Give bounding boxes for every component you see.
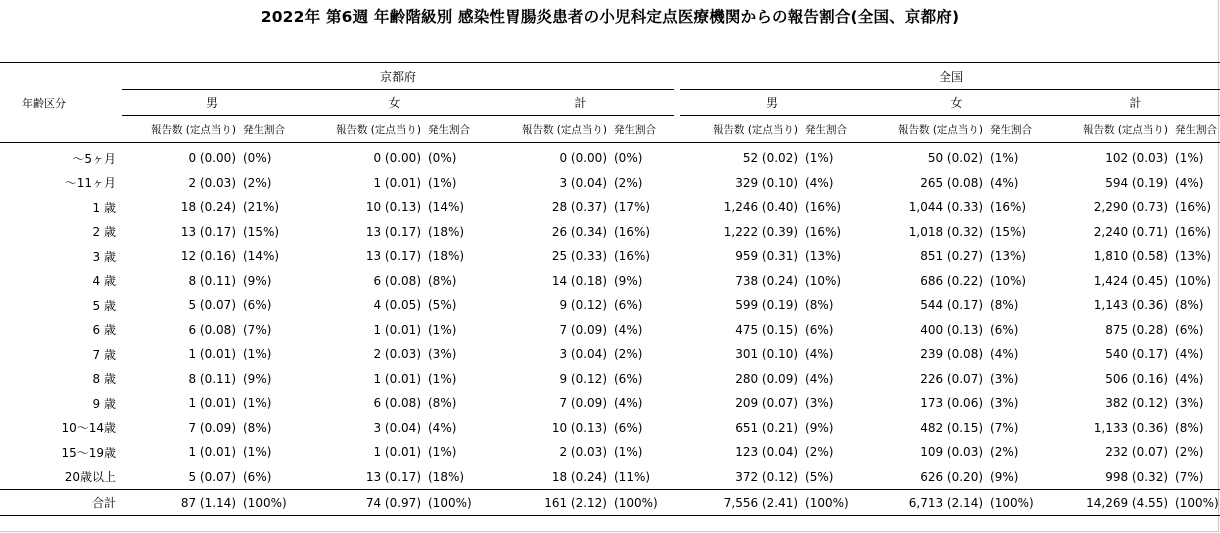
count-cell-national-total: 14,269 (4.55) <box>1049 490 1172 516</box>
count-cell-kyoto-male: 0 (0.00) <box>188 151 236 166</box>
count-header-national-male: 報告数 (定点当り) <box>680 116 802 143</box>
age-cell: 15～19歳 <box>61 445 116 460</box>
ratio-cell-kyoto-male: (100%) <box>240 490 302 516</box>
count-cell-kyoto-male: 12 (0.16) <box>180 249 236 264</box>
ratio-cell-national-total: (6%) <box>1175 322 1204 337</box>
ratio-header-kyoto-total: 発生割合 <box>611 116 674 143</box>
ratio-cell-national-total: (10%) <box>1175 273 1212 288</box>
count-cell-kyoto-total: 10 (0.13) <box>551 420 607 435</box>
count-cell-kyoto-male: 5 (0.07) <box>188 469 236 484</box>
ratio-cell-national-total: (13%) <box>1175 249 1212 264</box>
count-cell-kyoto-female: 10 (0.13) <box>365 200 421 215</box>
ratio-cell-national-male: (6%) <box>805 322 834 337</box>
count-cell-kyoto-female: 6 (0.08) <box>373 396 421 411</box>
ratio-cell-kyoto-female: (1%) <box>428 445 457 460</box>
count-cell-kyoto-female: 1 (0.01) <box>373 322 421 337</box>
ratio-cell-national-male: (5%) <box>805 469 834 484</box>
count-cell-kyoto-total: 161 (2.12) <box>487 490 611 516</box>
sex-header-kyoto-female: 女 <box>302 90 487 116</box>
age-column-header: 年齢区分 <box>0 63 122 143</box>
count-cell-national-total: 1,133 (0.36) <box>1093 420 1169 435</box>
age-cell: 5 歳 <box>92 298 116 313</box>
table-row <box>0 342 1220 367</box>
ratio-header-kyoto-female: 発生割合 <box>425 116 487 143</box>
count-cell-national-female: 173 (0.06) <box>920 396 984 411</box>
count-cell-national-total: 232 (0.07) <box>1105 445 1169 460</box>
count-cell-kyoto-female: 74 (0.97) <box>302 490 425 516</box>
ratio-cell-national-female: (3%) <box>990 371 1019 386</box>
ratio-cell-kyoto-total: (16%) <box>614 224 651 239</box>
count-cell-kyoto-male: 5 (0.07) <box>188 298 236 313</box>
ratio-cell-kyoto-total: (6%) <box>614 371 643 386</box>
count-cell-kyoto-male: 1 (0.01) <box>188 396 236 411</box>
count-cell-kyoto-female: 6 (0.08) <box>373 273 421 288</box>
region-header-kyoto: 京都府 <box>122 63 674 90</box>
count-cell-kyoto-female: 3 (0.04) <box>373 420 421 435</box>
sex-header-kyoto-male: 男 <box>122 90 302 116</box>
ratio-cell-national-total: (100%) <box>1172 490 1220 516</box>
ratio-cell-kyoto-male: (1%) <box>243 347 272 362</box>
count-cell-national-total: 594 (0.19) <box>1105 175 1169 190</box>
ratio-cell-kyoto-total: (6%) <box>614 298 643 313</box>
ratio-cell-national-female: (8%) <box>990 298 1019 313</box>
table-row <box>0 293 1220 318</box>
age-cell: 6 歳 <box>92 323 116 338</box>
ratio-cell-kyoto-female: (1%) <box>428 175 457 190</box>
ratio-cell-national-male: (10%) <box>805 273 842 288</box>
ratio-cell-kyoto-female: (100%) <box>425 490 487 516</box>
ratio-cell-national-total: (3%) <box>1175 396 1204 411</box>
sex-header-national-male: 男 <box>680 90 864 116</box>
count-cell-national-female: 265 (0.08) <box>920 175 984 190</box>
count-cell-national-female: 626 (0.20) <box>920 469 984 484</box>
ratio-cell-kyoto-total: (100%) <box>611 490 674 516</box>
sex-header-national-total: 計 <box>1049 90 1220 116</box>
count-cell-national-female: 6,713 (2.14) <box>864 490 987 516</box>
table-row <box>0 440 1220 465</box>
count-cell-kyoto-total: 9 (0.12) <box>559 298 607 313</box>
ratio-cell-kyoto-total: (2%) <box>614 347 643 362</box>
ratio-cell-kyoto-male: (6%) <box>243 298 272 313</box>
count-cell-national-male: 329 (0.10) <box>735 175 799 190</box>
ratio-cell-kyoto-total: (16%) <box>614 249 651 264</box>
count-cell-national-female: 226 (0.07) <box>920 371 984 386</box>
count-cell-national-male: 1,222 (0.39) <box>723 224 799 239</box>
table-row <box>0 269 1220 294</box>
count-cell-kyoto-male: 87 (1.14) <box>122 490 240 516</box>
count-header-national-female: 報告数 (定点当り) <box>864 116 987 143</box>
count-cell-kyoto-total: 3 (0.04) <box>559 175 607 190</box>
ratio-cell-kyoto-female: (3%) <box>428 347 457 362</box>
count-cell-national-male: 52 (0.02) <box>742 151 799 166</box>
ratio-cell-kyoto-male: (7%) <box>243 322 272 337</box>
ratio-cell-kyoto-total: (4%) <box>614 396 643 411</box>
ratio-cell-kyoto-female: (8%) <box>428 273 457 288</box>
ratio-cell-national-male: (16%) <box>805 200 842 215</box>
ratio-cell-national-female: (100%) <box>987 490 1049 516</box>
count-cell-kyoto-female: 13 (0.17) <box>365 249 421 264</box>
ratio-cell-national-male: (1%) <box>805 151 834 166</box>
age-cell: 10～14歳 <box>61 421 116 436</box>
count-cell-kyoto-male: 13 (0.17) <box>180 224 236 239</box>
table-row <box>0 143 1220 171</box>
ratio-cell-national-male: (16%) <box>805 224 842 239</box>
count-cell-national-total: 506 (0.16) <box>1105 371 1169 386</box>
count-cell-national-male: 959 (0.31) <box>735 249 799 264</box>
age-cell: 4 歳 <box>92 274 116 289</box>
age-cell: 3 歳 <box>92 249 116 264</box>
count-cell-national-female: 239 (0.08) <box>920 347 984 362</box>
ratio-cell-kyoto-male: (6%) <box>243 469 272 484</box>
ratio-header-national-male: 発生割合 <box>802 116 864 143</box>
ratio-cell-national-female: (9%) <box>990 469 1019 484</box>
ratio-cell-kyoto-male: (8%) <box>243 420 272 435</box>
ratio-cell-kyoto-female: (14%) <box>428 200 465 215</box>
ratio-cell-kyoto-male: (1%) <box>243 396 272 411</box>
ratio-cell-national-female: (6%) <box>990 322 1019 337</box>
count-cell-kyoto-total: 3 (0.04) <box>559 347 607 362</box>
ratio-cell-national-female: (7%) <box>990 420 1019 435</box>
ratio-cell-national-total: (16%) <box>1175 224 1212 239</box>
count-cell-kyoto-total: 0 (0.00) <box>559 151 607 166</box>
count-cell-national-female: 50 (0.02) <box>927 151 984 166</box>
count-cell-kyoto-female: 1 (0.01) <box>373 175 421 190</box>
table-row <box>0 367 1220 392</box>
table-row <box>0 465 1220 490</box>
count-cell-kyoto-female: 4 (0.05) <box>373 298 421 313</box>
count-cell-national-total: 540 (0.17) <box>1105 347 1169 362</box>
count-cell-kyoto-male: 7 (0.09) <box>188 420 236 435</box>
count-cell-kyoto-male: 6 (0.08) <box>188 322 236 337</box>
count-cell-kyoto-female: 1 (0.01) <box>373 371 421 386</box>
ratio-cell-national-total: (1%) <box>1175 151 1204 166</box>
count-cell-kyoto-female: 13 (0.17) <box>365 469 421 484</box>
ratio-cell-kyoto-total: (17%) <box>614 200 651 215</box>
count-cell-kyoto-male: 2 (0.03) <box>188 175 236 190</box>
count-cell-kyoto-total: 26 (0.34) <box>551 224 607 239</box>
count-cell-national-female: 1,044 (0.33) <box>908 200 984 215</box>
count-cell-national-female: 851 (0.27) <box>920 249 984 264</box>
count-cell-national-total: 875 (0.28) <box>1105 322 1169 337</box>
ratio-cell-kyoto-female: (18%) <box>428 249 465 264</box>
count-cell-national-total: 1,810 (0.58) <box>1093 249 1169 264</box>
ratio-cell-kyoto-male: (21%) <box>243 200 280 215</box>
table-row <box>0 195 1220 220</box>
ratio-cell-national-female: (1%) <box>990 151 1019 166</box>
ratio-cell-kyoto-total: (11%) <box>614 469 651 484</box>
ratio-cell-national-total: (8%) <box>1175 420 1204 435</box>
ratio-header-national-total: 発生割合 <box>1172 116 1220 143</box>
count-cell-national-male: 738 (0.24) <box>735 273 799 288</box>
count-cell-kyoto-male: 18 (0.24) <box>180 200 236 215</box>
ratio-cell-national-male: (4%) <box>805 175 834 190</box>
ratio-header-national-female: 発生割合 <box>987 116 1049 143</box>
ratio-cell-national-male: (3%) <box>805 396 834 411</box>
ratio-cell-national-male: (2%) <box>805 445 834 460</box>
ratio-cell-kyoto-female: (4%) <box>428 420 457 435</box>
count-cell-kyoto-total: 28 (0.37) <box>551 200 607 215</box>
count-cell-kyoto-male: 8 (0.11) <box>188 273 236 288</box>
count-cell-national-total: 2,240 (0.71) <box>1093 224 1169 239</box>
ratio-cell-national-total: (2%) <box>1175 445 1204 460</box>
count-cell-kyoto-male: 8 (0.11) <box>188 371 236 386</box>
age-cell: 2 歳 <box>92 225 116 240</box>
ratio-cell-kyoto-male: (9%) <box>243 273 272 288</box>
ratio-cell-kyoto-male: (2%) <box>243 175 272 190</box>
total-row <box>0 490 1220 516</box>
ratio-cell-national-female: (3%) <box>990 396 1019 411</box>
ratio-cell-national-female: (10%) <box>990 273 1027 288</box>
count-cell-national-female: 1,018 (0.32) <box>908 224 984 239</box>
count-cell-national-total: 1,424 (0.45) <box>1093 273 1169 288</box>
ratio-cell-national-total: (4%) <box>1175 347 1204 362</box>
count-cell-kyoto-male: 1 (0.01) <box>188 445 236 460</box>
count-cell-national-female: 686 (0.22) <box>920 273 984 288</box>
ratio-cell-national-male: (100%) <box>802 490 864 516</box>
table-row <box>0 244 1220 269</box>
ratio-cell-national-male: (8%) <box>805 298 834 313</box>
count-cell-kyoto-female: 0 (0.00) <box>373 151 421 166</box>
sex-header-kyoto-total: 計 <box>487 90 674 116</box>
ratio-cell-kyoto-total: (0%) <box>614 151 643 166</box>
count-cell-national-male: 301 (0.10) <box>735 347 799 362</box>
count-cell-kyoto-total: 18 (0.24) <box>551 469 607 484</box>
ratio-cell-kyoto-total: (4%) <box>614 322 643 337</box>
age-cell: 7 歳 <box>92 347 116 362</box>
count-cell-national-male: 280 (0.09) <box>735 371 799 386</box>
ratio-cell-national-total: (4%) <box>1175 371 1204 386</box>
table-row <box>0 318 1220 343</box>
ratio-cell-national-male: (4%) <box>805 347 834 362</box>
ratio-cell-kyoto-female: (18%) <box>428 224 465 239</box>
ratio-cell-national-female: (4%) <box>990 347 1019 362</box>
table-row <box>0 416 1220 441</box>
ratio-cell-kyoto-total: (2%) <box>614 175 643 190</box>
age-cell: 20歳以上 <box>64 470 116 485</box>
age-cell: ～5ヶ月 <box>72 151 116 166</box>
count-cell-national-total: 1,143 (0.36) <box>1093 298 1169 313</box>
count-header-national-total: 報告数 (定点当り) <box>1049 116 1172 143</box>
page-title: 2022年 第6週 年齢階級別 感染性胃腸炎患者の小児科定点医療機関からの報告割合(全国、京都府) <box>260 8 960 26</box>
ratio-cell-kyoto-male: (0%) <box>243 151 272 166</box>
ratio-header-kyoto-male: 発生割合 <box>240 116 302 143</box>
ratio-cell-national-male: (4%) <box>805 371 834 386</box>
age-cell: ～11ヶ月 <box>64 176 116 191</box>
ratio-cell-national-female: (13%) <box>990 249 1027 264</box>
count-cell-kyoto-female: 2 (0.03) <box>373 347 421 362</box>
ratio-cell-kyoto-male: (14%) <box>243 249 280 264</box>
ratio-cell-national-female: (2%) <box>990 445 1019 460</box>
ratio-cell-national-female: (15%) <box>990 224 1027 239</box>
count-cell-national-total: 998 (0.32) <box>1105 469 1169 484</box>
count-cell-kyoto-total: 7 (0.09) <box>559 322 607 337</box>
ratio-cell-kyoto-female: (8%) <box>428 396 457 411</box>
table-row <box>0 220 1220 245</box>
ratio-cell-kyoto-male: (15%) <box>243 224 280 239</box>
report-table <box>0 62 1220 516</box>
ratio-cell-kyoto-female: (18%) <box>428 469 465 484</box>
count-cell-national-female: 109 (0.03) <box>920 445 984 460</box>
table-row <box>0 171 1220 196</box>
count-cell-kyoto-female: 13 (0.17) <box>365 224 421 239</box>
ratio-cell-kyoto-female: (1%) <box>428 322 457 337</box>
age-cell: 9 歳 <box>92 396 116 411</box>
count-header-kyoto-total: 報告数 (定点当り) <box>487 116 611 143</box>
ratio-cell-national-total: (7%) <box>1175 469 1204 484</box>
count-cell-national-female: 482 (0.15) <box>920 420 984 435</box>
table-row <box>0 391 1220 416</box>
age-cell: 8 歳 <box>92 372 116 387</box>
count-cell-national-total: 382 (0.12) <box>1105 396 1169 411</box>
count-cell-kyoto-total: 14 (0.18) <box>551 273 607 288</box>
count-cell-national-male: 475 (0.15) <box>735 322 799 337</box>
ratio-cell-kyoto-total: (6%) <box>614 420 643 435</box>
count-cell-national-male: 1,246 (0.40) <box>723 200 799 215</box>
ratio-cell-kyoto-female: (5%) <box>428 298 457 313</box>
count-cell-national-male: 372 (0.12) <box>735 469 799 484</box>
count-cell-national-male: 209 (0.07) <box>735 396 799 411</box>
ratio-cell-kyoto-total: (1%) <box>614 445 643 460</box>
ratio-cell-national-total: (8%) <box>1175 298 1204 313</box>
ratio-cell-kyoto-female: (0%) <box>428 151 457 166</box>
ratio-cell-national-female: (4%) <box>990 175 1019 190</box>
ratio-cell-kyoto-total: (9%) <box>614 273 643 288</box>
ratio-cell-kyoto-male: (1%) <box>243 445 272 460</box>
age-cell: 合計 <box>0 490 122 516</box>
ratio-cell-kyoto-male: (9%) <box>243 371 272 386</box>
count-cell-national-male: 7,556 (2.41) <box>680 490 802 516</box>
sex-header-national-female: 女 <box>864 90 1049 116</box>
count-cell-national-total: 102 (0.03) <box>1105 151 1169 166</box>
count-cell-national-male: 599 (0.19) <box>735 298 799 313</box>
ratio-cell-kyoto-female: (1%) <box>428 371 457 386</box>
count-cell-national-total: 2,290 (0.73) <box>1093 200 1169 215</box>
count-cell-kyoto-total: 7 (0.09) <box>559 396 607 411</box>
count-cell-kyoto-male: 1 (0.01) <box>188 347 236 362</box>
count-cell-kyoto-female: 1 (0.01) <box>373 445 421 460</box>
count-cell-kyoto-total: 2 (0.03) <box>559 445 607 460</box>
region-header-national: 全国 <box>680 63 1220 90</box>
ratio-cell-national-male: (13%) <box>805 249 842 264</box>
count-cell-national-male: 651 (0.21) <box>735 420 799 435</box>
ratio-cell-national-male: (9%) <box>805 420 834 435</box>
count-cell-national-female: 544 (0.17) <box>920 298 984 313</box>
ratio-cell-national-total: (4%) <box>1175 175 1204 190</box>
ratio-cell-national-total: (16%) <box>1175 200 1212 215</box>
count-cell-kyoto-total: 9 (0.12) <box>559 371 607 386</box>
ratio-cell-national-female: (16%) <box>990 200 1027 215</box>
count-cell-kyoto-total: 25 (0.33) <box>551 249 607 264</box>
count-header-kyoto-female: 報告数 (定点当り) <box>302 116 425 143</box>
count-cell-national-female: 400 (0.13) <box>920 322 984 337</box>
count-header-kyoto-male: 報告数 (定点当り) <box>122 116 240 143</box>
count-cell-national-male: 123 (0.04) <box>735 445 799 460</box>
age-cell: 1 歳 <box>92 200 116 215</box>
